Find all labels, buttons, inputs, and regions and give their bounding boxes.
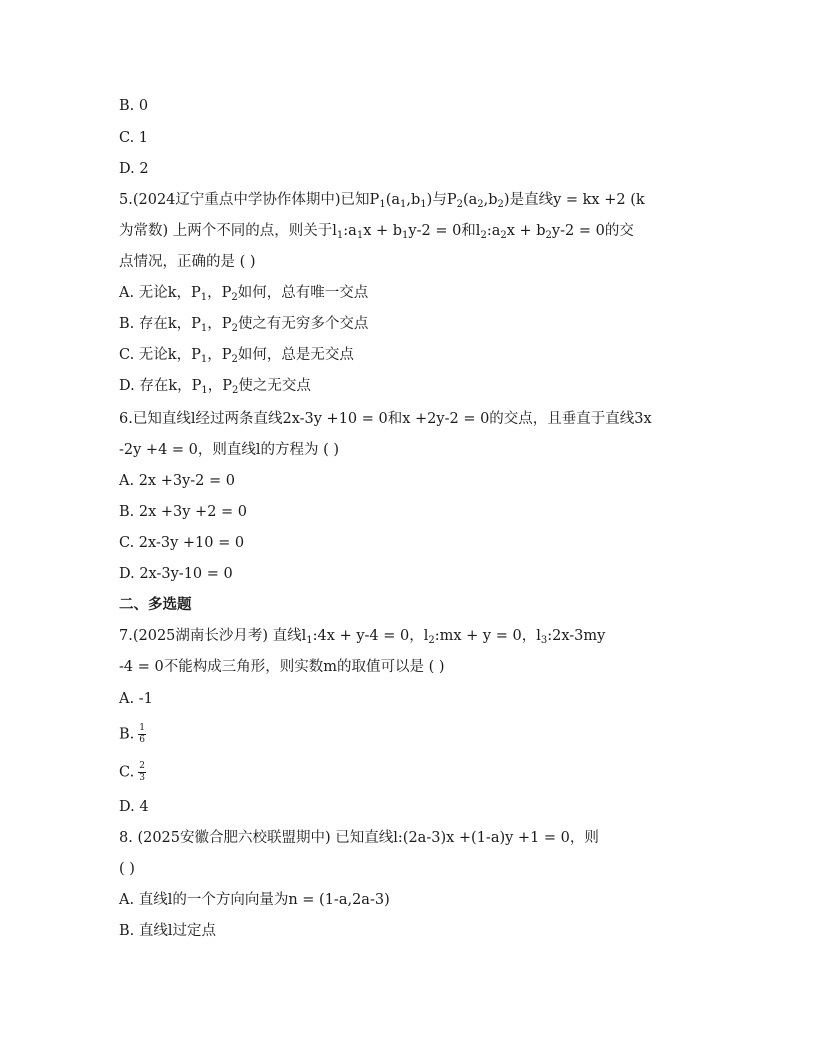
q5-option-b: B. 存在k，$P_1$，$P_2$使之有无穷多个交点 <box>119 316 369 334</box>
q5-stem-line-1: 5.(2024辽宁重点中学协作体期中)已知$P_1(a_1,b_1)$与$P_2(a_2,b_2)$是直线y = kx +2 (k <box>119 192 645 210</box>
q5-option-a: A. 无论k，$P_1$，$P_2$如何，总有唯一交点 <box>119 285 369 303</box>
section-heading-multiple-choice: 二、多选题 <box>119 596 192 613</box>
q7-option-d: D. 4 <box>119 799 149 815</box>
q4-option-b: B. 0 <box>119 98 149 114</box>
q5-option-c: C. 无论k，$P_1$，$P_2$如何，总是无交点 <box>119 347 354 365</box>
q5-stem-line-3: 点情况，正确的是 ( ) <box>119 254 256 270</box>
q6-option-d: D. 2x-3y-10 = 0 <box>119 566 233 582</box>
q5-option-d: D. 存在k，$P_1$，$P_2$使之无交点 <box>119 378 311 396</box>
q7-stem-line-2: -4 = 0不能构成三角形，则实数m的取值可以是 ( ) <box>119 659 445 675</box>
q6-option-c: C. 2x-3y +10 = 0 <box>119 535 245 551</box>
fraction: $\frac{2}{3}$ <box>139 761 145 783</box>
q8-option-b: B. 直线l过定点 <box>119 923 217 939</box>
fraction: $\frac{1}{6}$ <box>139 723 145 745</box>
q7-option-b: B. $\frac{1}{6}$ <box>119 723 145 745</box>
q6-stem-line-1: 6.已知直线l经过两条直线2x-3y +10 = 0和x +2y-2 = 0的交点，且垂直于直线3x <box>119 411 652 427</box>
q7-option-a: A. -1 <box>119 691 153 707</box>
q8-option-a: A. 直线l的一个方向向量为n = (1-a,2a-3) <box>119 892 390 908</box>
q8-stem-line-1: 8. (2025安徽合肥六校联盟期中) 已知直线l:(2a-3)x +(1-a)y +1 = 0，则 <box>119 830 599 846</box>
q6-option-a: A. 2x +3y-2 = 0 <box>119 473 235 489</box>
q7-option-c: C. $\frac{2}{3}$ <box>119 761 145 783</box>
q4-option-c: C. 1 <box>119 130 149 146</box>
q6-stem-line-2: -2y +4 = 0，则直线l的方程为 ( ) <box>119 442 340 458</box>
q7-stem-line-1: 7.(2025湖南长沙月考) 直线$l_1:4x + y-4 = 0$，$l_2:mx + y = 0$，$l_3:2x-3my$ <box>119 628 606 646</box>
q5-stem-line-2: 为常数) 上两个不同的点，则关于$l_1:a_1x + b_1y-2 = 0$和$l_2:a_2x + b_2y-2 = 0$的交 <box>119 223 634 241</box>
q4-option-d: D. 2 <box>119 161 149 177</box>
q6-option-b: B. 2x +3y +2 = 0 <box>119 504 248 520</box>
q8-stem-line-2: ( ) <box>119 861 135 877</box>
